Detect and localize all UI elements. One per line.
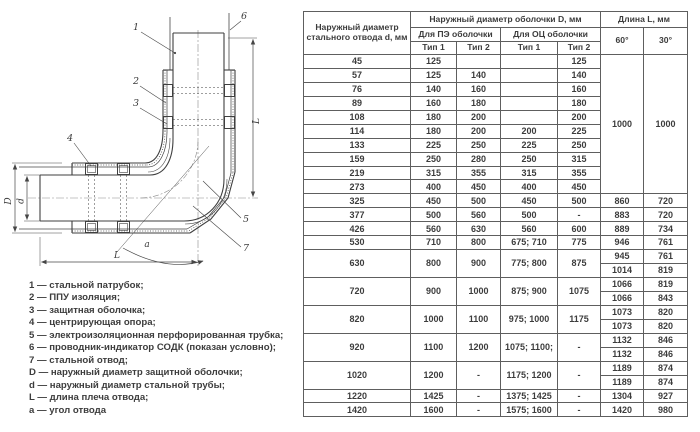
table-cell: 1575; 1600 [501, 403, 558, 417]
table-cell: 1189 [601, 361, 644, 375]
table-cell: 875 [558, 250, 601, 278]
table-cell: - [457, 389, 501, 403]
table-header-cell: Для ПЭ оболочки [411, 28, 501, 42]
table-cell: 560 [457, 208, 501, 222]
table-cell: 775; 800 [501, 250, 558, 278]
dimension-d-label: d [16, 198, 27, 204]
centering-supports [86, 85, 235, 233]
callout-5-label: 5 [242, 214, 250, 225]
spec-table [303, 11, 688, 417]
table-row [304, 55, 688, 69]
table-cell: 819 [644, 278, 688, 292]
table-cell: 315 [558, 152, 601, 166]
steel-pipe [40, 33, 224, 221]
table-cell: 1220 [304, 389, 411, 403]
table-cell [501, 82, 558, 96]
table-cell [501, 110, 558, 124]
table-row [304, 236, 688, 250]
legend-item: 2 — ППУ изоляция; [29, 292, 121, 304]
table-cell: 250 [411, 152, 457, 166]
legend-item: L — длина плеча отвода; [29, 392, 149, 404]
table-cell: 843 [644, 291, 688, 305]
table-row [304, 250, 688, 264]
table-header-cell: Для ОЦ оболочки [501, 28, 601, 42]
table-cell: 250 [501, 152, 558, 166]
table-cell: 280 [457, 152, 501, 166]
table-cell: 159 [304, 152, 411, 166]
table-cell [457, 55, 501, 69]
table-row [304, 333, 688, 347]
table-row [304, 12, 688, 28]
table-cell: 219 [304, 166, 411, 180]
table-cell: 820 [644, 319, 688, 333]
table-cell: 900 [457, 250, 501, 278]
table-cell: 1175; 1200 [501, 361, 558, 389]
table-cell: 133 [304, 138, 411, 152]
table-row [304, 222, 688, 236]
table-cell: 761 [644, 236, 688, 250]
table-cell: 846 [644, 347, 688, 361]
table-cell: - [457, 403, 501, 417]
table-header-cell: Тип 1 [411, 42, 457, 55]
table-cell: 800 [457, 236, 501, 250]
table-cell: 140 [457, 68, 501, 82]
table-cell: 600 [558, 222, 601, 236]
table-cell: 315 [411, 166, 457, 180]
table-cell: 874 [644, 375, 688, 389]
table-cell: 975; 1000 [501, 305, 558, 333]
table-cell: 45 [304, 55, 411, 69]
dimension-L-right-label: L [252, 118, 262, 124]
table-cell: 500 [501, 208, 558, 222]
table-cell: 500 [457, 194, 501, 208]
table-cell: 920 [304, 333, 411, 361]
table-cell: 819 [644, 264, 688, 278]
table-cell: 720 [644, 194, 688, 208]
protective-casing [72, 70, 235, 233]
table-cell: 1132 [601, 347, 644, 361]
legend-item: 3 — защитная оболочка; [29, 304, 146, 316]
dimension-L-bottom [40, 237, 197, 266]
table-cell: 377 [304, 208, 411, 222]
table-cell: 1066 [601, 291, 644, 305]
legend-item: 7 — стальной отвод; [29, 354, 128, 366]
dimension-D-label: D [4, 197, 14, 205]
table-cell: 426 [304, 222, 411, 236]
table-cell: 820 [304, 305, 411, 333]
table-cell: 200 [501, 124, 558, 138]
table-cell: 355 [457, 166, 501, 180]
table-row [304, 194, 688, 208]
table-cell: 927 [644, 389, 688, 403]
table-cell: 860 [601, 194, 644, 208]
table-cell: 1132 [601, 333, 644, 347]
table-cell: 89 [304, 96, 411, 110]
table-cell: 225 [501, 138, 558, 152]
table-cell: 883 [601, 208, 644, 222]
table-cell: 1375; 1425 [501, 389, 558, 403]
legend-item: a — угол отвода [29, 404, 107, 416]
table-cell: 355 [558, 166, 601, 180]
table-cell: 945 [601, 250, 644, 264]
legend-item: 6 — проводник-индикатор СОДК (показан условно); [29, 342, 276, 354]
table-cell: 1200 [411, 361, 457, 389]
legend-list [29, 280, 304, 417]
table-cell: 1020 [304, 361, 411, 389]
table-cell: - [457, 361, 501, 389]
table-cell: 560 [411, 222, 457, 236]
table-cell: 160 [558, 82, 601, 96]
table-cell: 250 [558, 138, 601, 152]
table-row [304, 208, 688, 222]
table-cell: 1420 [601, 403, 644, 417]
table-cell: 225 [558, 124, 601, 138]
table-cell: 720 [304, 278, 411, 306]
table-cell: 1000 [601, 55, 644, 194]
table-cell: 125 [558, 55, 601, 69]
table-cell: 250 [457, 138, 501, 152]
legend-item: 5 — электроизоляционная перфорированная трубка; [29, 329, 284, 341]
table-cell: 874 [644, 361, 688, 375]
table-cell: 125 [411, 55, 457, 69]
table-cell: 1200 [457, 333, 501, 361]
table-cell: 450 [411, 194, 457, 208]
table-cell: 775 [558, 236, 601, 250]
table-row [304, 278, 688, 292]
table-cell: 400 [501, 180, 558, 194]
angle-label: a [144, 240, 150, 250]
table-cell: 675; 710 [501, 236, 558, 250]
table-cell: 450 [501, 194, 558, 208]
callout-3-label: 3 [132, 98, 140, 109]
table-cell: - [558, 361, 601, 389]
table-cell: 180 [558, 96, 601, 110]
table-cell: 500 [411, 208, 457, 222]
table-cell: 400 [411, 180, 457, 194]
table-cell: 1014 [601, 264, 644, 278]
callout-6-label: 6 [240, 11, 248, 22]
table-cell: 1100 [411, 333, 457, 361]
table-cell: 140 [558, 68, 601, 82]
table-cell: 1304 [601, 389, 644, 403]
table-cell: 1425 [411, 389, 457, 403]
table-cell: 200 [457, 124, 501, 138]
table-cell: 761 [644, 250, 688, 264]
table-cell: 160 [457, 82, 501, 96]
table-cell: 1075 [558, 278, 601, 306]
table-cell: 125 [411, 68, 457, 82]
callout-labels [66, 11, 250, 254]
table-cell: 315 [501, 166, 558, 180]
table-cell: 1100 [457, 305, 501, 333]
table-cell: 76 [304, 82, 411, 96]
table-cell: 846 [644, 333, 688, 347]
table-cell: 325 [304, 194, 411, 208]
table-cell: 630 [457, 222, 501, 236]
callout-4-label: 4 [66, 133, 74, 144]
table-cell: 980 [644, 403, 688, 417]
table-cell: 889 [601, 222, 644, 236]
table-cell: - [558, 208, 601, 222]
table-header-cell: 30° [644, 28, 688, 55]
callout-7-label: 7 [242, 243, 250, 254]
table-row [304, 305, 688, 319]
table-cell: 180 [411, 124, 457, 138]
table-header-cell: Тип 2 [457, 42, 501, 55]
table-cell: 875; 900 [501, 278, 558, 306]
table-header-cell: Длина L, мм [601, 12, 688, 28]
table-cell: 720 [644, 208, 688, 222]
table-cell: 560 [501, 222, 558, 236]
table-cell [501, 96, 558, 110]
sodk-wire [16, 13, 229, 229]
table-cell: 1075; 1100; [501, 333, 558, 361]
table-cell: 710 [411, 236, 457, 250]
table-header-cell: Наружный диаметр стального отвода d, мм [304, 12, 411, 55]
table-header-cell: Наружный диаметр оболочки D, мм [411, 12, 601, 28]
table-cell: 180 [457, 96, 501, 110]
legend-item: D — наружный диаметр защитной оболочки; [29, 367, 243, 379]
table-cell: 450 [457, 180, 501, 194]
legend-item: 4 — центрирующая опора; [29, 317, 156, 329]
table-cell: 450 [558, 180, 601, 194]
table-cell: - [558, 403, 601, 417]
table-row [304, 403, 688, 417]
table-cell: 734 [644, 222, 688, 236]
table-row [304, 361, 688, 375]
callout-2-label: 2 [132, 76, 140, 87]
table-cell: 140 [411, 82, 457, 96]
legend-item: d — наружный диаметр стальной трубы; [29, 379, 225, 391]
table-cell: 114 [304, 124, 411, 138]
table-header-cell: Тип 1 [501, 42, 558, 55]
table-cell: 200 [558, 110, 601, 124]
table-cell: 1073 [601, 305, 644, 319]
table-cell: 160 [411, 96, 457, 110]
dimension-L-bottom-label: L [114, 251, 120, 261]
elbow-technical-drawing [0, 0, 300, 276]
table-cell: - [558, 389, 601, 403]
table-cell: 200 [457, 110, 501, 124]
table-body [304, 55, 688, 417]
table-cell: 108 [304, 110, 411, 124]
table-cell: 530 [304, 236, 411, 250]
table-cell: 1000 [457, 278, 501, 306]
callout-1-label: 1 [132, 22, 140, 33]
table-cell: 57 [304, 68, 411, 82]
table-cell [501, 55, 558, 69]
table-header-cell: Тип 2 [558, 42, 601, 55]
table-head [304, 12, 688, 55]
table-cell: 1073 [601, 319, 644, 333]
table-cell: 225 [411, 138, 457, 152]
table-cell: 946 [601, 236, 644, 250]
spec-table-container [303, 11, 687, 417]
table-cell: 500 [558, 194, 601, 208]
table-cell: 273 [304, 180, 411, 194]
table-cell: 800 [411, 250, 457, 278]
table-cell: 180 [411, 110, 457, 124]
table-header-cell: 60° [601, 28, 644, 55]
table-cell: 1000 [644, 55, 688, 194]
table-cell: 820 [644, 305, 688, 319]
table-cell: 1600 [411, 403, 457, 417]
table-cell: 1000 [411, 305, 457, 333]
legend-item: 1 — стальной патрубок; [29, 280, 144, 291]
table-cell: 630 [304, 250, 411, 278]
table-cell [501, 68, 558, 82]
table-cell: 1175 [558, 305, 601, 333]
table-cell: 1420 [304, 403, 411, 417]
table-cell: - [558, 333, 601, 361]
table-cell: 1189 [601, 375, 644, 389]
table-cell: 1066 [601, 278, 644, 292]
table-cell: 900 [411, 278, 457, 306]
table-row [304, 389, 688, 403]
